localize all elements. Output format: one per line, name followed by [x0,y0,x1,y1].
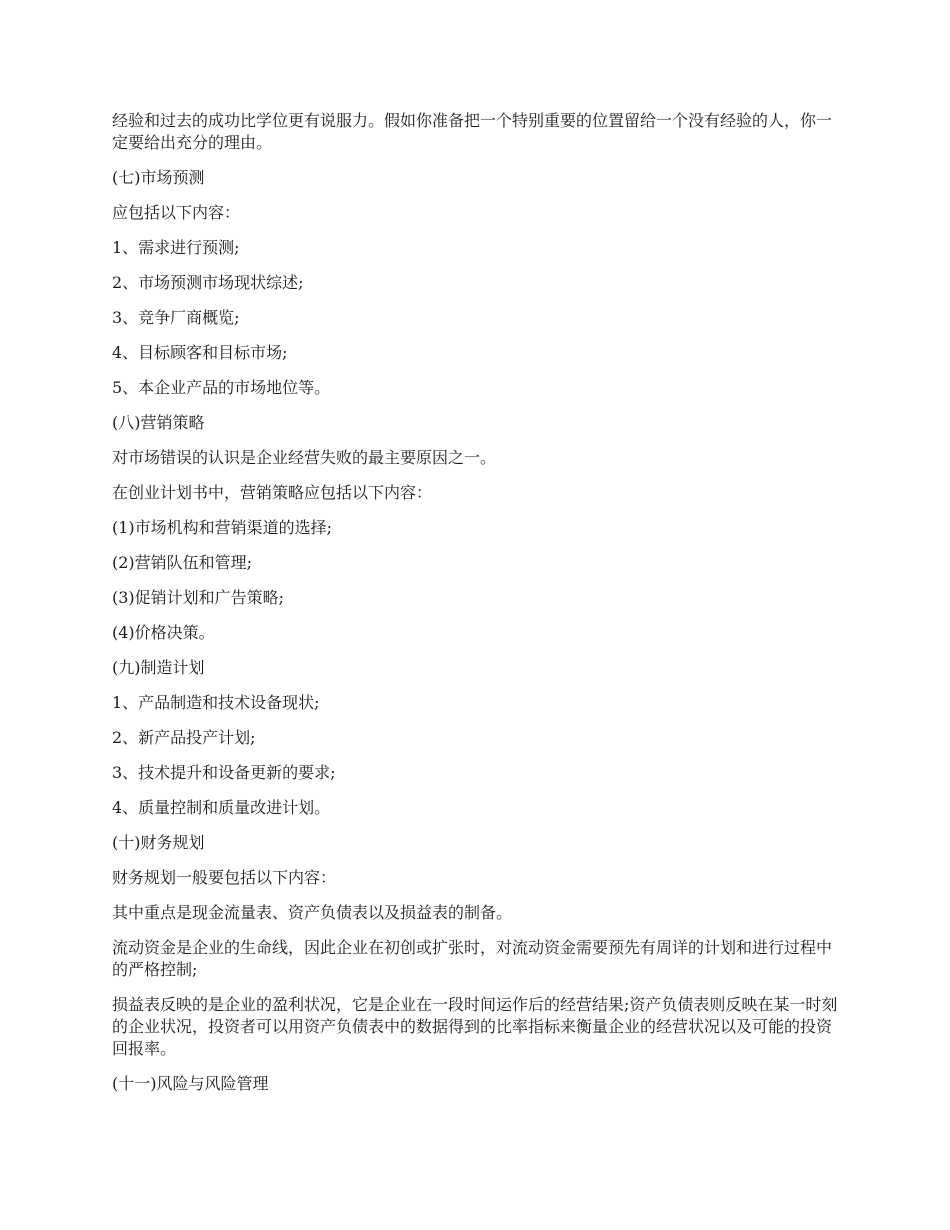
list-item-manufacturing-1: 1、产品制造和技术设备现状; [112,693,320,712]
paragraph-working-capital: 流动资金是企业的生命线，因此企业在初创或扩张时，对流动资金需要预先有周详的计划和进行过程中的严格控制; [112,938,833,979]
list-item-manufacturing-4: 4、质量控制和质量改进计划。 [112,798,331,817]
list-item-market-1: 1、需求进行预测; [112,238,240,257]
paragraph-marketing-failure: 对市场错误的认识是企业经营失败的最主要原因之一。 [112,448,497,467]
paragraph-financial-intro: 财务规划一般要包括以下内容： [112,868,337,887]
heading-marketing-strategy: (八)营销策略 [112,413,205,432]
list-item-marketing-2: (2)营销队伍和管理; [112,553,253,572]
paragraph-market-forecast-intro: 应包括以下内容： [112,203,241,222]
list-item-market-4: 4、目标顾客和目标市场; [112,343,288,362]
list-item-market-2: 2、市场预测市场现状综述; [112,273,304,292]
list-item-manufacturing-2: 2、新产品投产计划; [112,728,256,747]
list-item-manufacturing-3: 3、技术提升和设备更新的要求; [112,763,336,782]
heading-market-forecast: (七)市场预测 [112,168,205,187]
paragraph-intro-experience: 经验和过去的成功比学位更有说服力。假如你准备把一个特别重要的位置留给一个没有经验的人，你一定要给出充分的理由。 [112,111,833,152]
paragraph-marketing-intro: 在创业计划书中，营销策略应包括以下内容： [112,483,433,502]
document-body [112,110,840,1108]
list-item-market-3: 3、竞争厂商概览; [112,308,240,327]
paragraph-income-statement: 损益表反映的是企业的盈利状况，它是企业在一段时间运作后的经营结果;资产负债表则反映在某一时刻的企业状况，投资者可以用资产负债表中的数据得到的比率指标来衡量企业的经营状况以及可能的投资回报率。 [112,995,838,1058]
paragraph-financial-focus: 其中重点是现金流量表、资产负债表以及损益表的制备。 [112,903,513,922]
list-item-marketing-3: (3)促销计划和广告策略; [112,588,285,607]
list-item-marketing-4: (4)价格决策。 [112,623,215,642]
heading-risk-management: (十一)风险与风险管理 [112,1074,269,1093]
heading-financial-plan: (十)财务规划 [112,833,205,852]
list-item-marketing-1: (1)市场机构和营销渠道的选择; [112,518,333,537]
heading-manufacturing-plan: (九)制造计划 [112,658,205,677]
list-item-market-5: 5、本企业产品的市场地位等。 [112,378,331,397]
